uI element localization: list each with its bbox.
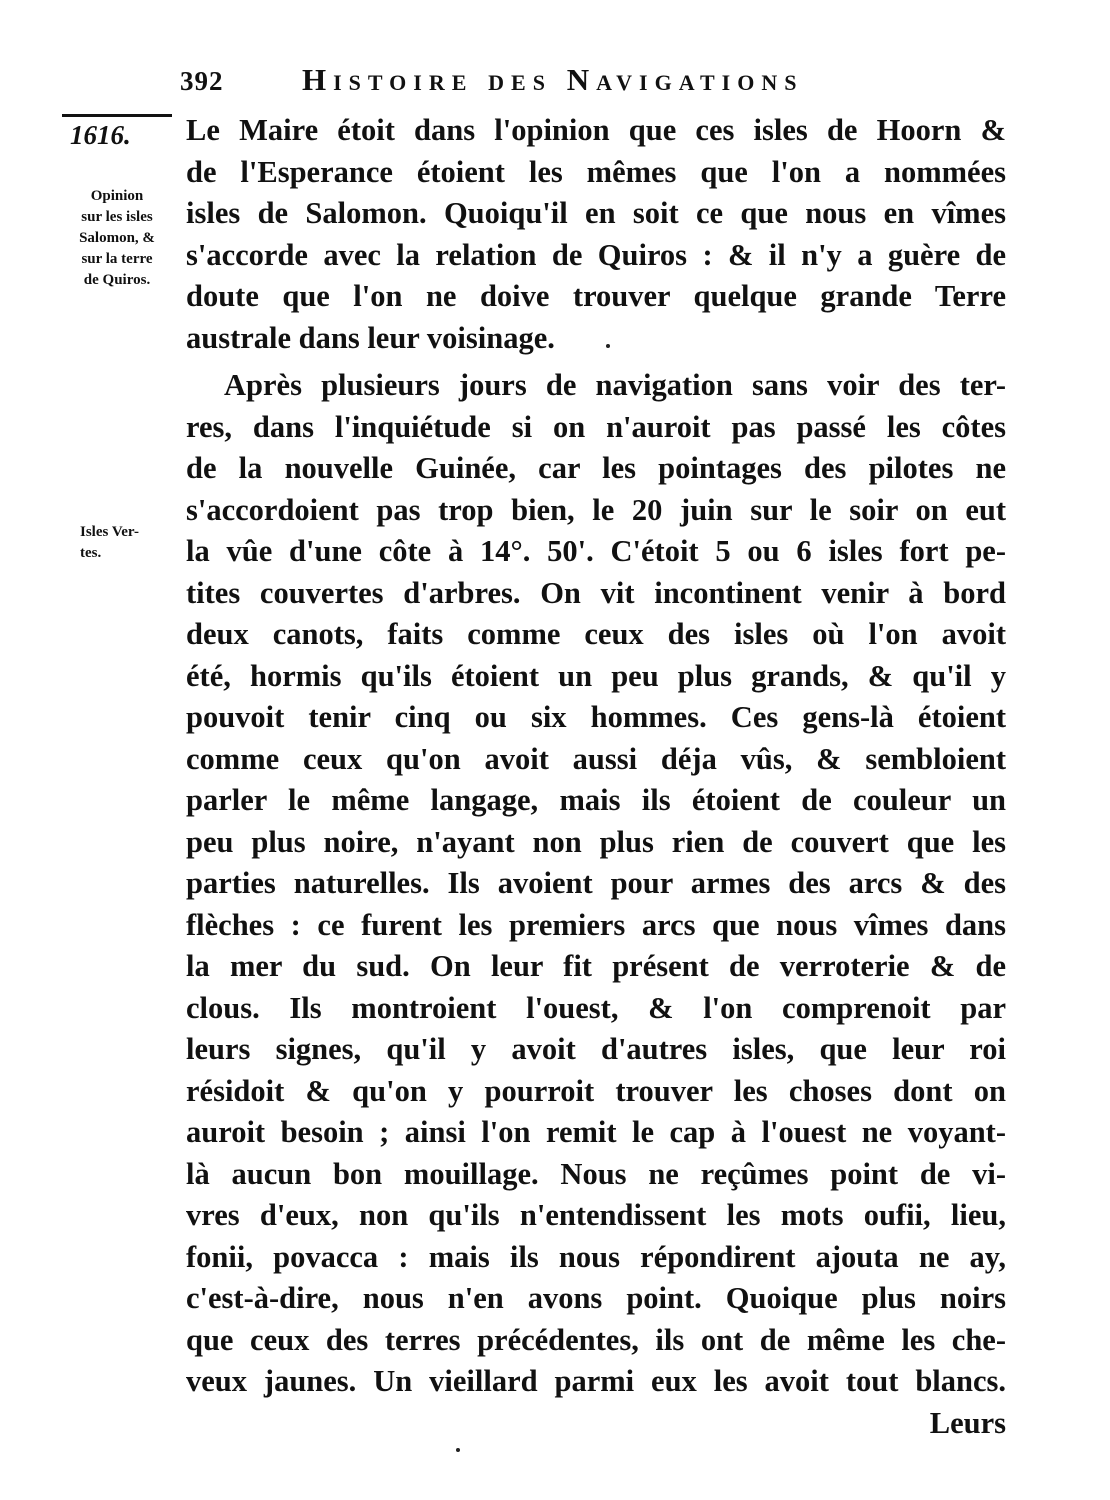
margin-note-isles — [80, 522, 139, 564]
margin-note-line: tes. — [80, 545, 102, 561]
text-line: australe dans leur voisinage. — [186, 320, 555, 355]
margin-note-line: de Quiros. — [83, 272, 151, 288]
margin-note-line: sur les isles — [81, 209, 153, 225]
text-line: de la nouvelle Guinée, car les pointages des pilotes ne — [186, 451, 1006, 485]
margin-note-line: Opinion — [90, 188, 144, 204]
ink-speck — [456, 1448, 460, 1452]
body-paragraph-2 — [186, 365, 1006, 1444]
margin-note-opinion — [50, 186, 184, 291]
text-line: c'est-à-dire, nous n'en avons point. Quoique plus noirs — [186, 1281, 1006, 1315]
text-line: deux canots, faits comme ceux des isles où l'on avoit — [186, 617, 1006, 651]
text-line: parler le même langage, mais ils étoient de couleur un — [186, 783, 1006, 817]
ink-speck — [606, 344, 610, 348]
text-line: parties naturelles. Ils avoient pour armes des arcs & des — [186, 866, 1006, 900]
text-line: s'accorde avec la relation de Quiros : & il n'y a guère de — [186, 237, 1006, 272]
text-line: la vûe d'une côte à 14°. 50'. C'étoit 5 ou 6 isles fort pe- — [186, 534, 1006, 568]
text-line: comme ceux qu'on avoit aussi déja vûs, & sembloient — [186, 741, 1006, 776]
text-line: la mer du sud. On leur fit présent de verroterie & de — [186, 949, 1006, 983]
margin-note-line: Isles Ver- — [80, 524, 140, 540]
margin-rule — [62, 114, 172, 117]
text-line: vres d'eux, non qu'ils n'entendissent les mots oufii, lieu, — [186, 1198, 1006, 1232]
text-line: isles de Salomon. Quoiqu'il en soit ce que nous en vîmes — [186, 196, 1006, 230]
running-title: Histoire des Navigations — [302, 62, 804, 97]
text-line: Le Maire étoit dans l'opinion que ces isles de Hoorn & — [186, 113, 1006, 147]
text-line: peu plus noire, n'ayant non plus rien de couvert que les — [186, 824, 1006, 859]
margin-year: 1616. — [70, 120, 131, 150]
text-line: s'accordoient pas trop bien, le 20 juin sur le soir on eut — [186, 492, 1006, 527]
text-line: veux jaunes. Un vieillard parmi eux les avoit tout blancs. — [186, 1364, 1006, 1398]
page-number: 392 — [180, 66, 224, 96]
text-line: que ceux des terres précédentes, ils ont de même les che- — [186, 1322, 1006, 1357]
body-paragraph-1 — [186, 110, 1006, 359]
catchword: Leurs — [929, 1405, 1006, 1440]
text-line: résidoit & qu'on y pourroit trouver les choses dont on — [186, 1073, 1006, 1108]
text-line: doute que l'on ne doive trouver quelque grande Terre — [186, 279, 1006, 313]
text-line: tites couvertes d'arbres. On vit incontinent venir à bord — [186, 575, 1006, 610]
text-line: fonii, povacca : mais ils nous répondirent ajouta ne ay, — [186, 1239, 1006, 1274]
text-line: Après plusieurs jours de navigation sans voir des ter- — [224, 368, 1006, 402]
text-line: là aucun bon mouillage. Nous ne reçûmes point de vi- — [186, 1156, 1006, 1191]
text-line: res, dans l'inquiétude si on n'auroit pas passé les côtes — [186, 409, 1006, 444]
text-line: de l'Esperance étoient les mêmes que l'on a nommées — [186, 154, 1006, 189]
text-line: été, hormis qu'ils étoient un peu plus grands, & qu'il y — [186, 658, 1006, 693]
text-line: leurs signes, qu'il y avoit d'autres isles, que leur roi — [186, 1032, 1006, 1066]
text-line: auroit besoin ; ainsi l'on remit le cap à l'ouest ne voyant- — [186, 1115, 1006, 1149]
margin-note-line: Salomon, & — [79, 230, 155, 246]
text-line: clous. Ils montroient l'ouest, & l'on comprenoit par — [186, 990, 1006, 1025]
text-line: flèches : ce furent les premiers arcs que nous vîmes dans — [186, 907, 1006, 942]
text-line: pouvoit tenir cinq ou six hommes. Ces gens-là étoient — [186, 700, 1006, 734]
margin-note-line: sur la terre — [81, 251, 153, 267]
